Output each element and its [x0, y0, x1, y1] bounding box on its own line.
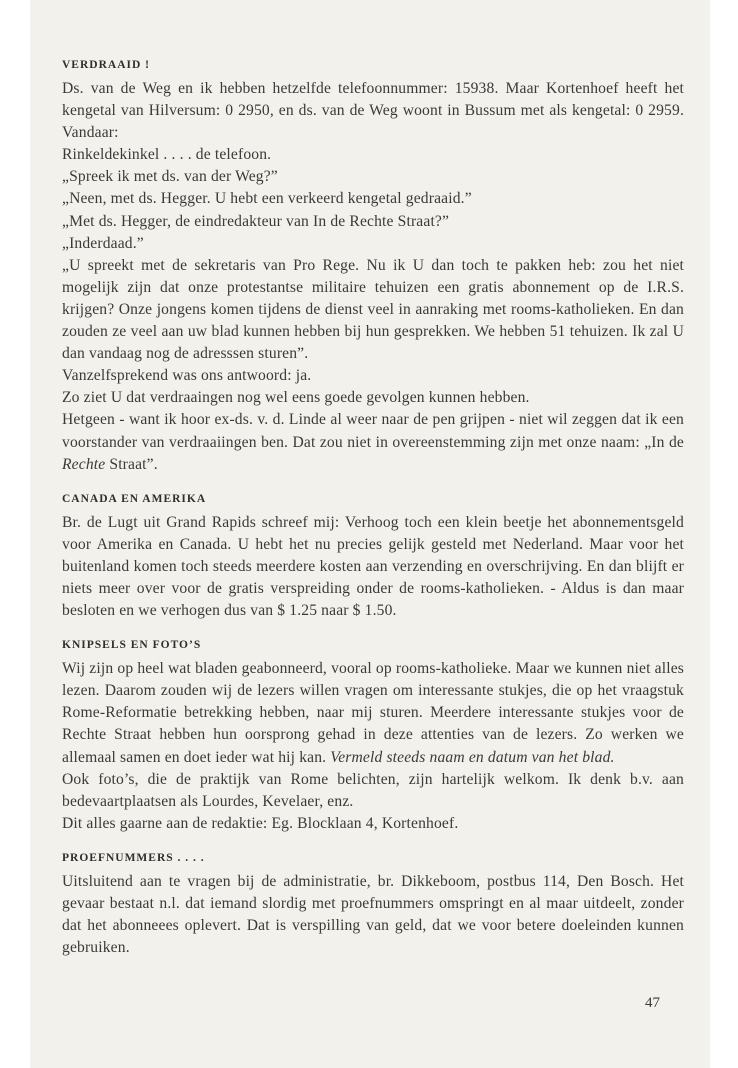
article-content	[62, 56, 684, 959]
section-heading-proefnummers: PROEFNUMMERS . . . .	[62, 851, 205, 864]
paragraph-text: Straat”.	[105, 455, 158, 473]
paragraph: „U spreekt met de sekretaris van Pro Rege. Nu ik U dan toch te pakken heb: zou het niet mogelijk zijn dat onze protestantse militaire tehuizen een gratis abonnement op de I.R.S. krijgen? Onze jongens komen tijdens de dienst veel in aanraking met rooms-katholieken. En dan zouden ze veel aan uw blad kunnen hebben bij hun gesprekken. We hebben 51 tehuizen. Ik zal U dan vandaag nog de adresssen sturen”.	[62, 256, 684, 363]
paragraph-text: Hetgeen - want ik hoor ex-ds. v. d. Linde al weer naar de pen grijpen - niet wil zeggen dat ik een voorstander van verdraaiingen ben. Dat zou niet in overeenstemming zijn met onze naam: „In de	[62, 411, 684, 451]
page-number: 47	[645, 995, 660, 1011]
document-page	[30, 0, 710, 1068]
section-heading-verdraaid: VERDRAAID !	[62, 59, 150, 71]
paragraph: Ook foto’s, die de praktijk van Rome belichten, zijn hartelijk welkom. Ik denk b.v. aan bedevaartplaatsen als Lourdes, Kevelaer, enz.	[62, 770, 684, 810]
text-line: „Neen, met ds. Hegger. U hebt een verkeerd kengetal gedraaid.”	[62, 190, 472, 208]
italic-text: Vermeld steeds naam en datum van het blad.	[330, 748, 615, 766]
section-heading-knipsels: KNIPSELS EN FOTO’S	[62, 639, 202, 652]
paragraph-text: Wij zijn op heel wat bladen geabonneerd, vooral op rooms-katholieke. Maar we kunnen niet alles lezen. Daarom zouden wij de lezers willen vragen om interessante stukjes, die op het vraagstuk Rome-Reformatie betrekking hebben, naar mij sturen. Meerdere interessante stukjes voor de Rechte Straat hebben hun oorsprong gehad in deze attenties van de lezers. Zo werken we allemaal samen en doet ieder wat hij kan.	[62, 660, 684, 766]
paragraph	[62, 409, 684, 475]
paragraph: Br. de Lugt uit Grand Rapids schreef mij: Verhoog toch een klein beetje het abonnementsgeld voor Amerika en Canada. U hebt het nu precies gelijk gesteld met Nederland. Maar voor het buitenland komen toch steeds meerdere kosten aan verzending en overschrijving. En dan blijft er niets meer over voor de gratis verspreiding onder de rooms-katholieken. - Aldus is dan maar besloten en we verhogen dus van $ 1.25 naar $ 1.50.	[62, 513, 684, 620]
italic-text: Rechte	[62, 455, 106, 473]
text-line: Zo ziet U dat verdraaingen nog wel eens goede gevolgen kunnen hebben.	[62, 389, 530, 407]
paragraph: Ds. van de Weg en ik hebben hetzelfde telefoonnummer: 15938. Maar Kortenhoef heeft het kengetal van Hilversum: 0 2950, en ds. van de Weg woont in Bussum met als kengetal: 0 2959. Vandaar:	[62, 80, 684, 142]
section-heading-canada: CANADA EN AMERIKA	[62, 492, 207, 505]
text-line: „Spreek ik met ds. van der Weg?”	[62, 168, 278, 186]
text-line: Vanzelfsprekend was ons antwoord: ja.	[62, 367, 312, 385]
paragraph	[62, 658, 684, 768]
text-line: Rinkeldekinkel . . . . de telefoon.	[62, 146, 272, 164]
text-line: Dit alles gaarne aan de redaktie: Eg. Blocklaan 4, Kortenhoef.	[62, 814, 459, 832]
paragraph: Uitsluitend aan te vragen bij de administratie, br. Dikkeboom, postbus 114, Den Bosch. Het gevaar bestaat n.l. dat iemand slordig met proefnummers omspringt en al maar uitdeelt, zonder dat het abonneees oplevert. Dat is verspilling van geld, dat we voor betere doeleinden kunnen gebruiken.	[62, 872, 684, 957]
text-line: „Inderdaad.”	[62, 234, 144, 252]
text-line: „Met ds. Hegger, de eindredakteur van In de Rechte Straat?”	[62, 212, 450, 230]
